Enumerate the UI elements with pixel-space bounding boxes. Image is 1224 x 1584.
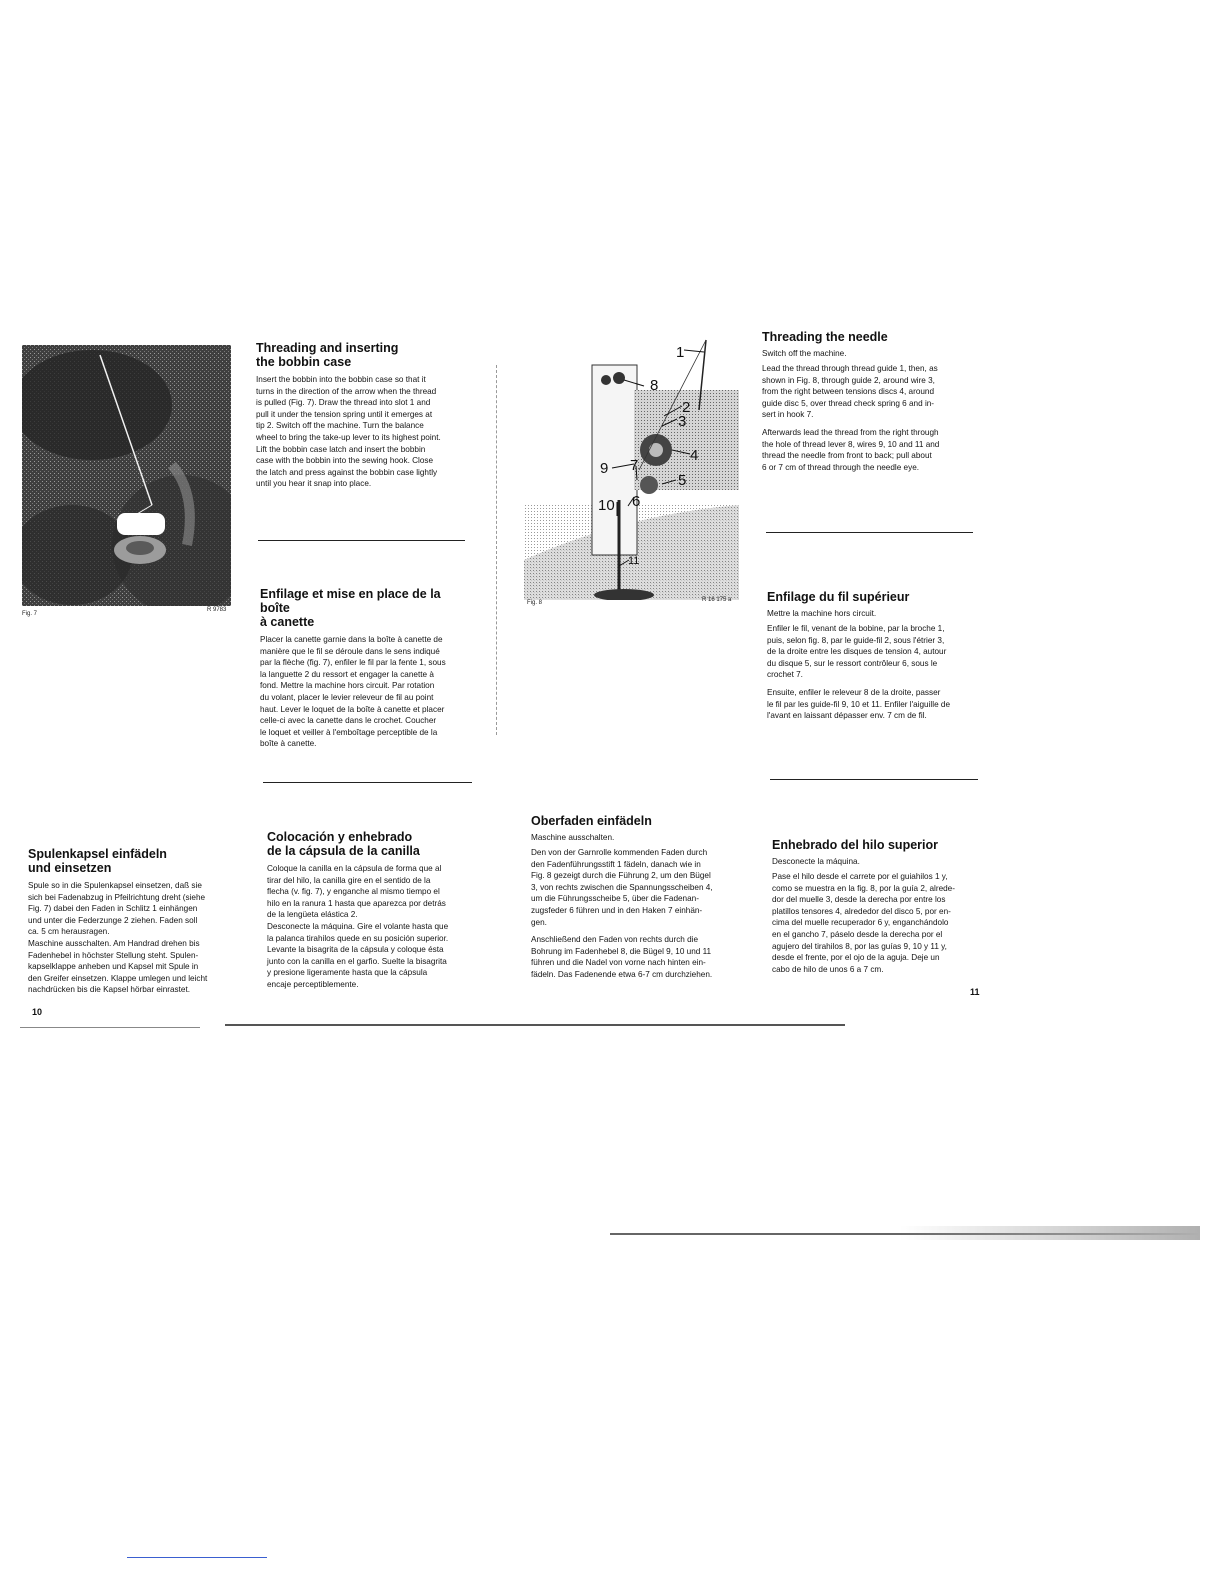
fr-needle-body: Enfiler le fil, venant de la bobine, par la broche 1, puis, selon fig. 8, par le guide-fil 2, sous l'étrier 3, de la droite entre les disques de tension 4, autour du disque 5, sur le ressort contrôleur 6, sous le crochet 7. [767, 624, 947, 680]
de-bobbin-title: Spulenkapsel einfädeln und einsetzen [28, 847, 167, 875]
en-needle-lead: Switch off the machine. [762, 349, 847, 358]
fig7-label: Fig. 7 [22, 611, 38, 617]
callout-6: 6 [632, 493, 641, 510]
fig8-figure [524, 330, 739, 600]
fr-needle-title: Enfilage du fil supérieur [767, 590, 910, 604]
es-bobbin-title: Colocación y enhebrado de la cápsula de la canilla [267, 830, 420, 858]
es-needle-title: Enhebrado del hilo superior [772, 838, 938, 852]
en-needle-title: Threading the needle [762, 330, 888, 344]
divider [766, 532, 973, 533]
page-number-left: 10 [32, 1007, 43, 1017]
de-needle-body: Den von der Garnrolle kommenden Faden durch den Fadenführungsstift 1 fädeln, danach wie in Fig. 8 gezeigt durch die Führung 2, um den Bügel 3, von rechts zwischen die Spannungsscheiben 4, um die Führungsscheibe 5, über die Fadenan- zugsfeder 6 führen und in den Haken 7 einhän- gen. [531, 848, 713, 927]
callout-1: 1 [676, 344, 685, 361]
fr-bobbin-title: Enfilage et mise en place de la boîte à canette [260, 587, 441, 629]
es-needle-body: Pase el hilo desde el carrete por el guiahilos 1 y, como se muestra en la fig. 8, por la guía 2, alrede- dor del muelle 3, desde la derecha por entre los platillos tensores 4, alrededor del disco 5, por en- cima del muelle recuperador 6 y, enganchándolo en el gancho 7, páselo desde la derecha por el agujero del tirahilos 8, por las guías 9, 10 y 11 y, desde el frente, por el ojo de la aguja. Deje un cabo de hilo de unos 6 a 7 cm. [772, 872, 955, 974]
fr-needle-lead: Mettre la machine hors circuit. [767, 609, 877, 618]
fig7-image [22, 345, 231, 606]
callout-9: 9 [600, 460, 609, 477]
callout-5: 5 [678, 472, 687, 489]
section-de-needle [531, 814, 741, 981]
callout-4: 4 [690, 447, 699, 464]
scan-shadow [900, 1226, 1200, 1240]
scan-edge-line [127, 1557, 267, 1558]
scan-edge-line [20, 1027, 200, 1028]
section-en-bobbin [256, 341, 463, 490]
callout-11: 11 [628, 555, 640, 567]
en-needle-body2: Afterwards lead the thread from the right through the hole of thread lever 8, wires 9, 10 and 11 and thread the needle from front to back; pull about 6 or 7 cm of thread through the needle eye. [762, 427, 940, 472]
de-needle-lead: Maschine ausschalten. [531, 833, 615, 842]
callout-8: 8 [650, 377, 659, 394]
en-bobbin-body: Insert the bobbin into the bobbin case so that it turns in the direction of the arrow when the thread is pulled (Fig. 7). Draw the thread into slot 1 and pull it under the tension spring until it emerges at tip 2. Switch off the machine. Turn the balance wheel to bring the take-up lever to its highest point. Lift the bobbin case latch and insert the bobbin case with the bobbin into the sewing hook. Close the latch and press against the bobbin case lightly until you hear it snap into place. [256, 375, 441, 489]
page-number-right: 11 [970, 987, 980, 997]
callout-7: 7 [630, 457, 639, 474]
fr-needle-body2: Ensuite, enfiler le releveur 8 de la droite, passer le fil par les guide-fil 9, 10 et 11. Enfiler l'aiguille de l'avant en laissant dépasser env. 7 cm de fil. [767, 687, 951, 721]
fr-bobbin-body: Placer la canette garnie dans la boîte à canette de manière que le fil se déroule dans le sens indiqué par la flèche (fig. 7), enfiler le fil par la fente 1, sous la languette 2 du ressort et engager la canette à fond. Mettre la machine hors circuit. Par rotation du volant, placer le levier releveur de fil au point haut. Lever le loquet de la boîte à canette et placer celle-ci avec la canette dans le crochet. Coucher le loquet et veiller à l'emboîtage perceptible de la boîte à canette. [260, 635, 446, 749]
de-needle-title: Oberfaden einfädeln [531, 814, 652, 828]
es-bobbin-body: Coloque la canilla en la cápsula de forma que al tirar del hilo, la canilla gire en el sentido de la flecha (v. fig. 7), y enganche al mismo tiempo el hilo en la ranura 1 hasta que aparezca por detrás de la lengüeta elástica 2. Desconecte la máquina. Gire el volante hasta que la palanca tirahilos quede en su posición superior. Levante la bisagrita de la cápsula y coloque ésta junto con la canilla en el garfio. Suelte la bisagrita y presione ligeramente hasta que la cápsula encaje perceptiblemente. [267, 864, 449, 989]
fig8-label: Fig. 8 [527, 600, 543, 606]
fig7-ref: R 9783 [207, 607, 227, 613]
de-needle-body2: Anschließend den Faden von rechts durch die Bohrung im Fadenhebel 8, die Bügel 9, 10 und 11 führen und die Nadel von vorne nach hinten ein- fädeln. Das Fadenende etwa 6-7 cm durchziehen. [531, 935, 713, 979]
scan-edge-line [225, 1024, 845, 1026]
de-bobbin-body: Spule so in die Spulenkapsel einsetzen, daß sie sich bei Fadenabzug in Pfeilrichtung dreht (siehe Fig. 7) dabei den Faden in Schlitz 1 einhängen und unter die Federzunge 2 ziehen. Faden soll ca. 5 cm herausragen. Maschine ausschalten. Am Handrad drehen bis Fadenhebel in höchster Stellung steht. Spulen- kapselklappe anheben und Kapsel mit Spule in den Greifer einsetzen. Klappe umlegen und leicht nachdrücken bis die Kapsel hörbar einrastet. [28, 881, 208, 995]
callout-2: 2 [682, 399, 691, 416]
fig8-image [524, 330, 739, 600]
divider [263, 782, 472, 783]
callout-10: 10 [598, 497, 615, 514]
section-en-needle [762, 330, 972, 473]
section-de-bobbin [28, 847, 235, 996]
es-needle-lead: Desconecte la máquina. [772, 857, 860, 866]
divider [770, 779, 978, 780]
divider [258, 540, 465, 541]
section-fr-bobbin [260, 587, 470, 750]
en-needle-body: Lead the thread through thread guide 1, then, as shown in Fig. 8, through guide 2, around wire 3, from the right between tensions discs 4, around guide disc 5, over thread check spring 6 and in- sert in hook 7. [762, 364, 938, 420]
section-fr-needle [767, 590, 977, 722]
fig8-ref: R 16 175 a [702, 597, 732, 603]
center-fold-marks [496, 365, 498, 735]
callout-3: 3 [678, 413, 687, 430]
fig7-photo [22, 345, 231, 606]
en-bobbin-title: Threading and inserting the bobbin case [256, 341, 399, 369]
section-es-needle [772, 838, 982, 975]
section-es-bobbin [267, 830, 474, 991]
